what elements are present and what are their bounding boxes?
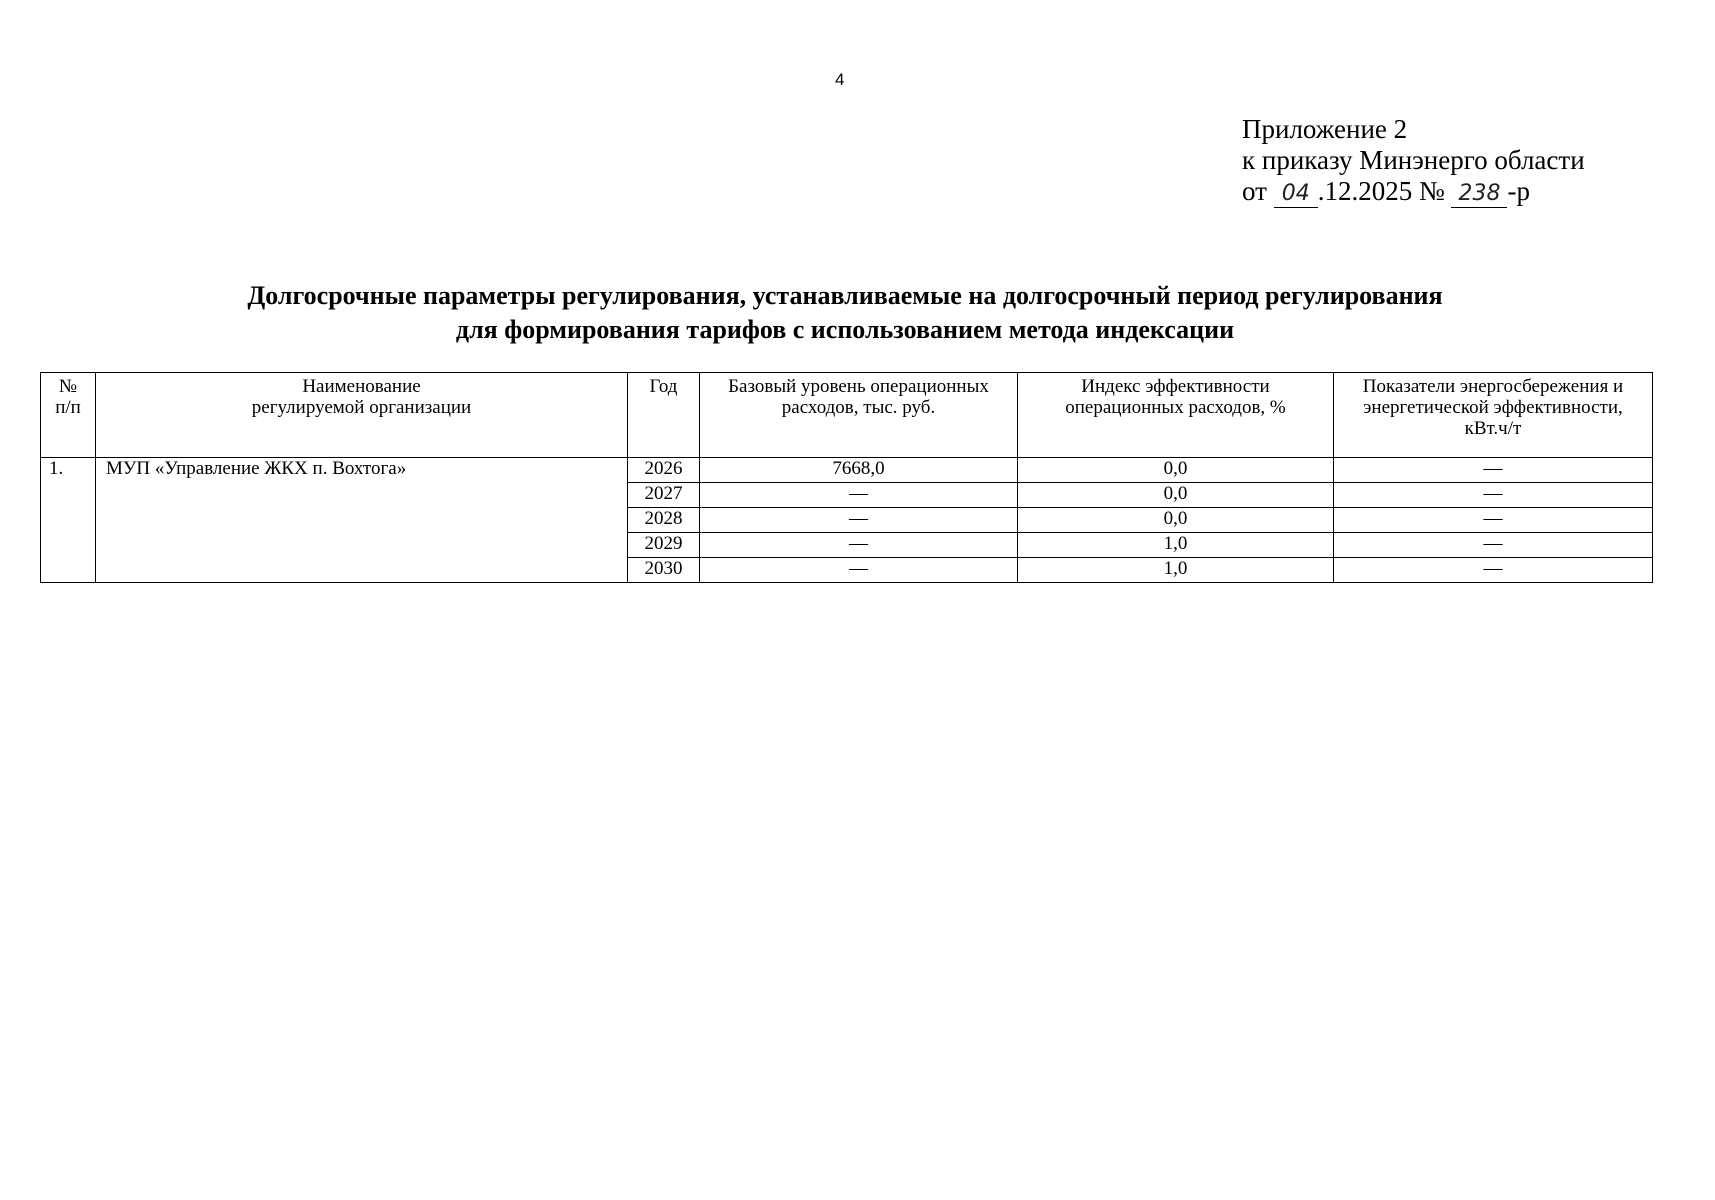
header-efficiency-index: Индекс эффективности операционных расходов, % bbox=[1018, 373, 1334, 458]
year-cell: 2029 bbox=[628, 533, 700, 558]
energy-saving-cell: — bbox=[1334, 508, 1653, 533]
organization-name: МУП «Управление ЖКХ п. Вохтога» bbox=[96, 458, 628, 583]
efficiency-index-cell: 1,0 bbox=[1018, 533, 1334, 558]
appendix-block bbox=[1242, 114, 1585, 208]
date-prefix: от bbox=[1242, 176, 1267, 206]
header-num bbox=[41, 373, 96, 458]
handwritten-order-number: 238 bbox=[1451, 181, 1507, 208]
row-number: 1. bbox=[41, 458, 96, 583]
document-title-line-2: для формирования тарифов с использованием метода индексации bbox=[455, 315, 1235, 344]
table-row bbox=[41, 458, 1653, 483]
year-cell: 2028 bbox=[628, 508, 700, 533]
document-title bbox=[0, 279, 1690, 347]
header-base-level: Базовый уровень операционных расходов, тыс. руб. bbox=[700, 373, 1018, 458]
header-num-abbr: п/п bbox=[55, 397, 81, 418]
parameters-table bbox=[40, 372, 1653, 583]
year-cell: 2027 bbox=[628, 483, 700, 508]
efficiency-index-cell: 0,0 bbox=[1018, 458, 1334, 483]
handwritten-day: 04 bbox=[1274, 181, 1318, 208]
header-organization-line-2: регулируемой организации bbox=[251, 397, 472, 418]
document-title-line-1: Долгосрочные параметры регулирования, устанавливаемые на долгосрочный период регулирования bbox=[247, 281, 1443, 310]
year-cell: 2026 bbox=[628, 458, 700, 483]
energy-saving-cell: — bbox=[1334, 558, 1653, 583]
efficiency-index-cell: 0,0 bbox=[1018, 483, 1334, 508]
table-header-row bbox=[41, 373, 1653, 458]
base-level-cell: — bbox=[700, 533, 1018, 558]
order-suffix: -р bbox=[1507, 176, 1530, 206]
year-cell: 2030 bbox=[628, 558, 700, 583]
header-num-symbol: № bbox=[58, 376, 78, 397]
appendix-title: Приложение 2 bbox=[1242, 114, 1408, 144]
energy-saving-cell: — bbox=[1334, 483, 1653, 508]
appendix-date-line bbox=[1242, 176, 1585, 208]
header-organization bbox=[96, 373, 628, 458]
page-number: 4 bbox=[835, 70, 845, 89]
date-rest: .12.2025 № bbox=[1317, 176, 1445, 206]
header-organization-line-1: Наименование bbox=[302, 376, 421, 397]
base-level-cell: 7668,0 bbox=[700, 458, 1018, 483]
base-level-cell: — bbox=[700, 558, 1018, 583]
base-level-cell: — bbox=[700, 483, 1018, 508]
energy-saving-cell: — bbox=[1334, 458, 1653, 483]
efficiency-index-cell: 0,0 bbox=[1018, 508, 1334, 533]
header-energy-saving: Показатели энергосбережения и энергетической эффективности, кВт.ч/т bbox=[1334, 373, 1653, 458]
base-level-cell: — bbox=[700, 508, 1018, 533]
efficiency-index-cell: 1,0 bbox=[1018, 558, 1334, 583]
appendix-order-ref: к приказу Минэнерго области bbox=[1242, 145, 1585, 175]
energy-saving-cell: — bbox=[1334, 533, 1653, 558]
header-year: Год bbox=[628, 373, 700, 458]
